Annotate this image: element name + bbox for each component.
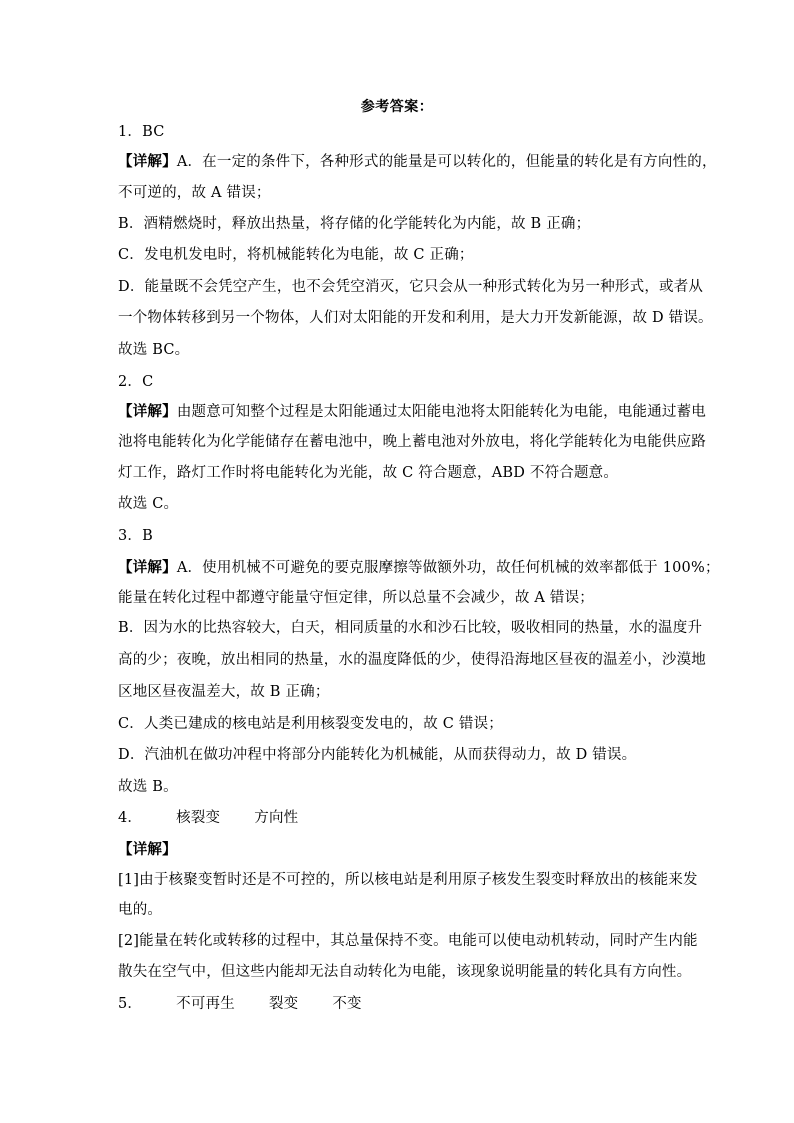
question-number-line — [118, 372, 688, 392]
question-number-line — [118, 994, 688, 1014]
explanation-line — [118, 214, 688, 234]
page-title: 参考答案： — [360, 99, 434, 115]
question-number-line — [118, 808, 688, 828]
explanation-text: A．使用机械不可避免的要克服摩擦等做额外功，故任何机械的效率都低于 100%； — [176, 560, 720, 576]
explanation-line — [118, 494, 688, 514]
explanation-text: 故选 B。 — [118, 779, 178, 795]
explanation-line — [118, 152, 717, 172]
explanation-line — [118, 682, 688, 702]
question-number: 5． — [118, 996, 143, 1012]
explanation-text: [1]由于核聚变暂时还是不可控的，所以核电站是利用原子核发生裂变时释放出的核能来发 — [118, 872, 698, 888]
explanation-text: 池将电能转化为化学能储存在蓄电池中，晚上蓄电池对外放电，将化学能转化为电能供应路 — [118, 434, 706, 450]
question-number: 1．BC — [118, 124, 165, 140]
explanation-text: 故选 C。 — [118, 496, 179, 512]
explanation-line — [118, 931, 698, 951]
fill-answer: 不可再生 — [176, 996, 235, 1012]
explanation-line — [118, 183, 688, 203]
detail-tag: 【详解】 — [118, 841, 177, 858]
explanation-line — [118, 432, 706, 452]
explanation-line — [118, 588, 688, 608]
explanation-text: 故选 BC。 — [118, 342, 190, 358]
explanation-line — [118, 618, 703, 638]
fill-answer: 不变 — [332, 996, 362, 1012]
explanation-line — [118, 245, 688, 265]
question-number: 3．B — [118, 528, 153, 544]
explanation-line — [118, 340, 688, 360]
explanation-line — [118, 308, 713, 328]
fill-answer: 方向性 — [254, 810, 299, 826]
explanation-line — [118, 870, 698, 890]
explanation-line — [118, 777, 688, 797]
explanation-text: D．能量既不会凭空产生，也不会凭空消灭，它只会从一种形式转化为另一种形式，或者从 — [118, 279, 704, 295]
question-number: 2．C — [118, 374, 154, 390]
explanation-text: C．人类已建成的核电站是利用核裂变发电的，故 C 错误； — [118, 716, 504, 732]
explanation-text: 灯工作，路灯工作时将电能转化为光能，故 C 符合题意，ABD 不符合题意。 — [118, 465, 619, 481]
explanation-text: [2]能量在转化或转移的过程中，其总量保持不变。电能可以使电动机转动，同时产生内能 — [118, 933, 698, 949]
detail-tag: 【详解】 — [118, 403, 177, 420]
question-number-line — [118, 122, 688, 142]
explanation-text: 高的少；夜晚，放出相同的热量，水的温度降低的少，使得沿海地区昼夜的温差小，沙漠地 — [118, 652, 706, 668]
explanation-line — [118, 463, 688, 483]
explanation-text: 不可逆的，故 A 错误； — [118, 185, 271, 201]
question-number-line — [118, 526, 688, 546]
explanation-line — [118, 558, 720, 578]
fill-answer: 核裂变 — [176, 810, 221, 826]
explanation-text: 一个物体转移到另一个物体，人们对太阳能的开发和利用，是大力开发新能源，故 D 错误。 — [118, 310, 713, 326]
explanation-line — [118, 962, 692, 982]
explanation-text: C．发电机发电时，将机械能转化为电能，故 C 正确； — [118, 247, 474, 263]
explanation-line — [118, 277, 704, 297]
explanation-line — [118, 402, 707, 422]
explanation-line — [118, 840, 688, 860]
question-number: 4． — [118, 810, 143, 826]
explanation-text: 能量在转化过程中都遵守能量守恒定律，所以总量不会减少，故 A 错误； — [118, 590, 594, 606]
explanation-text: D．汽油机在做功冲程中将部分内能转化为机械能，从而获得动力，故 D 错误。 — [118, 747, 637, 763]
explanation-line — [118, 650, 706, 670]
detail-tag: 【详解】 — [118, 559, 177, 576]
explanation-text: A．在一定的条件下，各种形式的能量是可以转化的，但能量的转化是有方向性的， — [176, 154, 717, 170]
detail-tag: 【详解】 — [118, 153, 177, 170]
explanation-text: 区地区昼夜温差大，故 B 正确； — [118, 684, 330, 700]
explanation-line — [118, 714, 688, 734]
explanation-text: B．因为水的比热容较大，白天，相同质量的水和沙石比较，吸收相同的热量，水的温度升 — [118, 620, 703, 636]
explanation-line — [118, 900, 688, 920]
explanation-line — [118, 745, 688, 765]
explanation-text: 散失在空气中，但这些内能却无法自动转化为电能，该现象说明能量的转化具有方向性。 — [118, 964, 692, 980]
explanation-text: 电的。 — [118, 902, 163, 918]
explanation-text: 由题意可知整个过程是太阳能通过太阳能电池将太阳能转化为电能，电能通过蓄电 — [176, 404, 707, 420]
explanation-text: B．酒精燃烧时，释放出热量，将存储的化学能转化为内能，故 B 正确； — [118, 216, 591, 232]
fill-answer: 裂变 — [268, 996, 299, 1012]
